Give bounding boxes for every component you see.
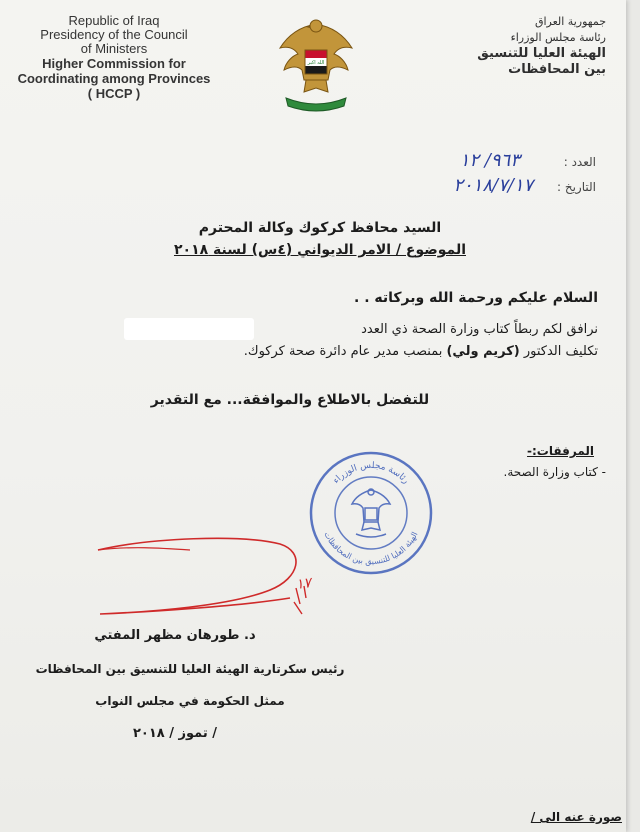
letterhead-ar-line3: الهيئة العليا للتنسيق <box>477 46 606 61</box>
number-value: ٩٦٣/ ١٢ <box>459 150 520 171</box>
stamp-text-top: رئاسة مجلس الوزراء <box>331 460 411 487</box>
signature-number: ١٧ <box>294 575 313 593</box>
paragraph-line2 <box>18 344 598 359</box>
letterhead-ar-line2: رئاسة مجلس الوزراء <box>510 31 606 44</box>
paragraph-line2-name: (كريم ولي) <box>446 344 520 359</box>
attachments-label: المرفقات:- <box>527 444 594 458</box>
signature-date: / تموز / ٢٠١٨ <box>132 726 218 741</box>
paragraph-line2-pre: تكليف الدكتور <box>523 344 598 359</box>
date-value: ٢٠١٨/٧/١٧ <box>453 175 534 196</box>
stamp-text-bottom: الهيئة العليا للتنسيق بين المحافظات <box>322 530 420 567</box>
letterhead-arabic <box>456 14 606 78</box>
attachments-item-text: كتاب وزارة الصحة. <box>503 465 598 479</box>
letterhead-en-line4: Higher Commission for <box>42 56 186 71</box>
letter-date <box>453 175 596 196</box>
signatory-name: د. طورهان مظهر المفتي <box>94 628 256 643</box>
letterhead-ar-line4: بين المحافظات <box>508 62 606 77</box>
letterhead-en-line5: Coordinating among Provinces <box>17 71 211 86</box>
attachments-item: - كتاب وزارة الصحة. <box>503 465 606 479</box>
svg-text:الهيئة العليا للتنسيق بين المح <box>322 530 419 566</box>
closing: للتفضل بالاطلاع والموافقة... مع التقدير <box>150 392 430 408</box>
greeting: السلام عليكم ورحمة الله وبركاته . . <box>354 290 598 306</box>
paragraph-line1-start: نرافق لكم ربطاً كتاب وزارة الصحة ذي العدد <box>361 322 598 337</box>
date-label: التاريخ : <box>556 180 596 194</box>
svg-text:رئاسة مجلس الوزراء <box>331 461 410 486</box>
letterhead-english <box>4 14 224 101</box>
redacted-area <box>124 318 254 340</box>
signatory-role: ممثل الحكومة في مجلس النواب <box>95 694 285 708</box>
paragraph-line1 <box>18 322 598 337</box>
signatory-title: رئيس سكرتارية الهيئة العليا للتنسيق بين المحافظات <box>35 662 345 676</box>
letterhead-en-line2: Presidency of the Council <box>40 27 188 42</box>
letterhead-ar-line1: جمهورية العراق <box>534 15 606 28</box>
letterhead-en-line3: of Ministers <box>80 41 148 56</box>
letter-number <box>460 150 596 171</box>
addressee: السيد محافظ كركوك وكالة المحترم <box>198 220 442 236</box>
letterhead-en-line1: Republic of Iraq <box>68 13 160 28</box>
svg-text:الله اكبر: الله اكبر <box>307 60 325 66</box>
paragraph-line2-post: بمنصب مدير عام دائرة صحة كركوك. <box>243 344 443 359</box>
copy-to: صورة عنه الى / <box>530 810 622 824</box>
signature-scribble <box>90 528 330 638</box>
number-label: العدد : <box>563 155 596 169</box>
letterhead-en-line6: ( HCCP ) <box>87 86 141 101</box>
subject: الموضوع / الامر الديواني (٤س) لسنة ٢٠١٨ <box>173 242 466 258</box>
iraq-emblem-icon <box>276 14 356 116</box>
